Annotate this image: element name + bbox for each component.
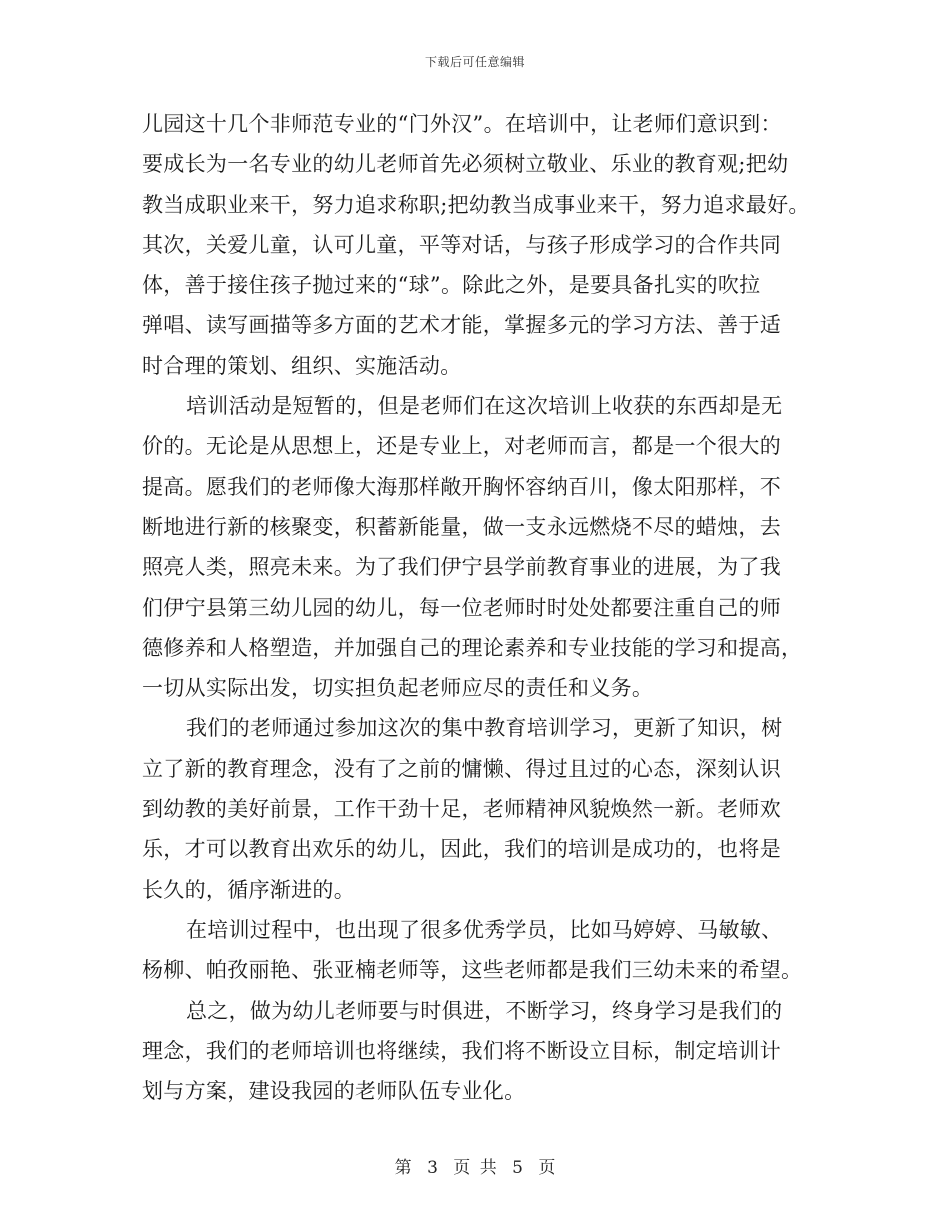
text-line: 断地进行新的核聚变，积蓄新能量，做一支永远燃烧不尽的蜡烛，去 xyxy=(142,514,781,539)
page-label-prefix: 第 xyxy=(394,1158,412,1178)
text-line: 时合理的策划、组织、实施活动。 xyxy=(142,353,462,378)
text-line: 要成长为一名专业的幼儿老师首先必须树立敬业、乐业的教育观;把幼 xyxy=(142,152,789,177)
page-label-suffix: 页 xyxy=(538,1158,556,1178)
text-line: 在培训过程中，也出现了很多优秀学员，比如马婷婷、马敏敏、 xyxy=(186,917,783,942)
text-line: 其次，关爱儿童，认可儿童，平等对话，与孩子形成学习的合作共同 xyxy=(142,232,781,257)
text-line: 弹唱、读写画描等多方面的艺术才能，掌握多元的学习方法、善于适 xyxy=(142,313,781,338)
text-line: 我们的老师通过参加这次的集中教育培训学习，更新了知识，树 xyxy=(186,716,783,741)
text-line: 杨柳、帕孜丽艳、张亚楠老师等，这些老师都是我们三幼未来的希望。 xyxy=(142,958,803,983)
text-line: 理念，我们的老师培训也将继续，我们将不断设立目标，制定培训计 xyxy=(142,1038,781,1063)
text-line: 照亮人类，照亮未来。为了我们伊宁县学前教育事业的进展，为了我 xyxy=(142,555,781,580)
text-line: 价的。无论是从思想上，还是专业上，对老师而言，都是一个很大的 xyxy=(142,434,781,459)
page-label-mid: 页 共 xyxy=(453,1158,497,1178)
document-body xyxy=(142,104,832,1111)
current-page-number: 3 xyxy=(427,1158,438,1178)
text-line: 总之，做为幼儿老师要与时俱进，不断学习，终身学习是我们的 xyxy=(186,998,783,1023)
text-line: 儿园这十几个非师范专业的“门外汉”。在培训中，让老师们意识到： xyxy=(142,112,782,136)
text-line: 一切从实际出发，切实担负起老师应尽的责任和义务。 xyxy=(142,676,654,701)
page-number-footer xyxy=(0,1153,950,1178)
text-line: 乐，才可以教育出欢乐的幼儿，因此，我们的培训是成功的，也将是 xyxy=(142,837,781,862)
text-line: 教当成职业来干，努力追求称职;把幼教当成事业来干，努力追求最好。 xyxy=(142,192,810,217)
text-line: 体，善于接住孩子抛过来的“球”。除此之外，是要具备扎实的吹拉 xyxy=(142,273,761,298)
text-line: 们伊宁县第三幼儿园的幼儿，每一位老师时时处处都要注重自己的师 xyxy=(142,595,781,620)
text-line: 到幼教的美好前景，工作干劲十足，老师精神风貌焕然一新。老师欢 xyxy=(142,797,781,822)
text-line: 长久的，循序渐进的。 xyxy=(142,877,355,902)
page-header-note: 下载后可任意编辑 xyxy=(424,55,525,69)
total-pages-number: 5 xyxy=(512,1158,523,1178)
text-line: 立了新的教育理念，没有了之前的慵懒、得过且过的心态，深刻认识 xyxy=(142,756,781,781)
text-line: 提高。愿我们的老师像大海那样敞开胸怀容纳百川，像太阳那样，不 xyxy=(142,474,781,499)
text-line: 培训活动是短暂的，但是老师们在这次培训上收获的东西却是无 xyxy=(186,394,783,419)
text-line: 划与方案，建设我园的老师队伍专业化。 xyxy=(142,1079,526,1104)
text-line: 德修养和人格塑造，并加强自己的理论素养和专业技能的学习和提高， xyxy=(142,635,803,660)
